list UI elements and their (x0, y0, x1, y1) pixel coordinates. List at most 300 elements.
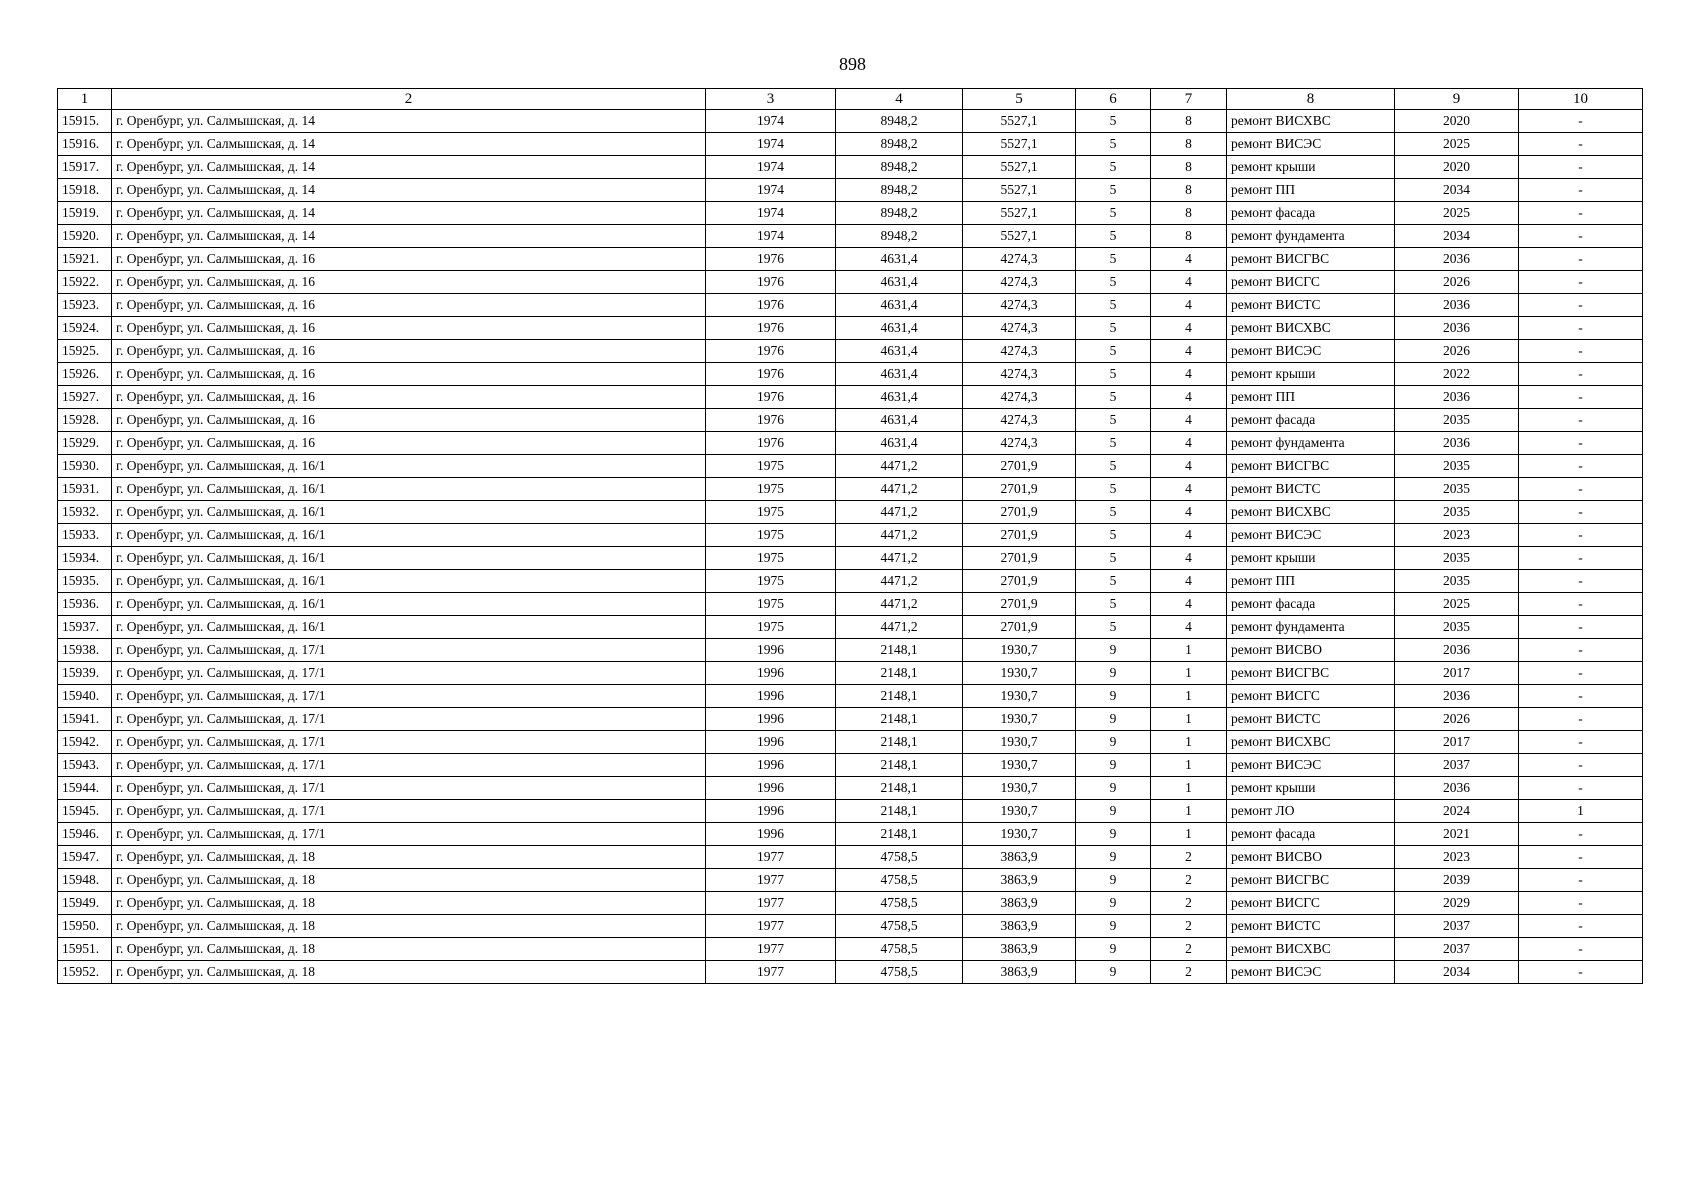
work-type-cell: ремонт ЛО (1227, 800, 1395, 823)
total-area-cell: 2148,1 (836, 800, 963, 823)
row-number-cell: 15934. (58, 547, 112, 570)
address-cell: г. Оренбург, ул. Салмышская, д. 18 (112, 869, 706, 892)
living-area-cell: 2701,9 (963, 570, 1076, 593)
floors-cell: 5 (1076, 386, 1151, 409)
year-built-cell: 1976 (706, 271, 836, 294)
column-header: 5 (963, 89, 1076, 110)
column-header: 1 (58, 89, 112, 110)
entrances-cell: 2 (1151, 869, 1227, 892)
address-cell: г. Оренбург, ул. Салмышская, д. 14 (112, 179, 706, 202)
total-area-cell: 2148,1 (836, 685, 963, 708)
total-area-cell: 4631,4 (836, 363, 963, 386)
elevator-count-cell: - (1519, 731, 1643, 754)
year-built-cell: 1977 (706, 869, 836, 892)
address-cell: г. Оренбург, ул. Салмышская, д. 14 (112, 202, 706, 225)
floors-cell: 5 (1076, 294, 1151, 317)
planned-year-cell: 2035 (1395, 501, 1519, 524)
table-row (58, 363, 1643, 386)
planned-year-cell: 2034 (1395, 225, 1519, 248)
elevator-count-cell: - (1519, 616, 1643, 639)
work-type-cell: ремонт ВИСХВС (1227, 317, 1395, 340)
living-area-cell: 1930,7 (963, 662, 1076, 685)
floors-cell: 5 (1076, 570, 1151, 593)
elevator-count-cell: - (1519, 225, 1643, 248)
address-cell: г. Оренбург, ул. Салмышская, д. 16/1 (112, 524, 706, 547)
table-row (58, 662, 1643, 685)
planned-year-cell: 2036 (1395, 386, 1519, 409)
floors-cell: 5 (1076, 225, 1151, 248)
elevator-count-cell: - (1519, 639, 1643, 662)
year-built-cell: 1996 (706, 685, 836, 708)
year-built-cell: 1975 (706, 593, 836, 616)
row-number-cell: 15920. (58, 225, 112, 248)
column-header: 8 (1227, 89, 1395, 110)
living-area-cell: 5527,1 (963, 202, 1076, 225)
work-type-cell: ремонт ВИСВО (1227, 846, 1395, 869)
work-type-cell: ремонт ПП (1227, 179, 1395, 202)
total-area-cell: 4758,5 (836, 938, 963, 961)
floors-cell: 5 (1076, 202, 1151, 225)
total-area-cell: 4471,2 (836, 455, 963, 478)
planned-year-cell: 2026 (1395, 271, 1519, 294)
entrances-cell: 8 (1151, 133, 1227, 156)
address-cell: г. Оренбург, ул. Салмышская, д. 17/1 (112, 685, 706, 708)
living-area-cell: 4274,3 (963, 271, 1076, 294)
row-number-cell: 15938. (58, 639, 112, 662)
elevator-count-cell: - (1519, 823, 1643, 846)
year-built-cell: 1975 (706, 478, 836, 501)
floors-cell: 9 (1076, 731, 1151, 754)
elevator-count-cell: - (1519, 662, 1643, 685)
planned-year-cell: 2037 (1395, 938, 1519, 961)
table-row (58, 409, 1643, 432)
living-area-cell: 2701,9 (963, 501, 1076, 524)
living-area-cell: 1930,7 (963, 823, 1076, 846)
floors-cell: 5 (1076, 110, 1151, 133)
address-cell: г. Оренбург, ул. Салмышская, д. 17/1 (112, 708, 706, 731)
elevator-count-cell: - (1519, 501, 1643, 524)
row-number-cell: 15922. (58, 271, 112, 294)
floors-cell: 9 (1076, 915, 1151, 938)
planned-year-cell: 2036 (1395, 685, 1519, 708)
table-row (58, 846, 1643, 869)
total-area-cell: 2148,1 (836, 662, 963, 685)
entrances-cell: 8 (1151, 225, 1227, 248)
living-area-cell: 4274,3 (963, 340, 1076, 363)
table-row (58, 938, 1643, 961)
work-type-cell: ремонт фасада (1227, 409, 1395, 432)
work-type-cell: ремонт ВИСХВС (1227, 938, 1395, 961)
address-cell: г. Оренбург, ул. Салмышская, д. 16 (112, 294, 706, 317)
work-type-cell: ремонт фундамента (1227, 616, 1395, 639)
work-type-cell: ремонт крыши (1227, 547, 1395, 570)
row-number-cell: 15948. (58, 869, 112, 892)
work-type-cell: ремонт ВИСТС (1227, 915, 1395, 938)
elevator-count-cell: - (1519, 202, 1643, 225)
row-number-cell: 15945. (58, 800, 112, 823)
planned-year-cell: 2035 (1395, 409, 1519, 432)
living-area-cell: 1930,7 (963, 731, 1076, 754)
work-type-cell: ремонт ВИСЭС (1227, 340, 1395, 363)
address-cell: г. Оренбург, ул. Салмышская, д. 16 (112, 432, 706, 455)
planned-year-cell: 2017 (1395, 731, 1519, 754)
floors-cell: 5 (1076, 317, 1151, 340)
elevator-count-cell: - (1519, 961, 1643, 984)
living-area-cell: 2701,9 (963, 478, 1076, 501)
floors-cell: 9 (1076, 846, 1151, 869)
living-area-cell: 5527,1 (963, 179, 1076, 202)
address-cell: г. Оренбург, ул. Салмышская, д. 17/1 (112, 754, 706, 777)
elevator-count-cell: - (1519, 179, 1643, 202)
planned-year-cell: 2025 (1395, 593, 1519, 616)
elevator-count-cell: - (1519, 547, 1643, 570)
total-area-cell: 4471,2 (836, 593, 963, 616)
year-built-cell: 1996 (706, 754, 836, 777)
address-cell: г. Оренбург, ул. Салмышская, д. 17/1 (112, 800, 706, 823)
living-area-cell: 2701,9 (963, 547, 1076, 570)
floors-cell: 5 (1076, 179, 1151, 202)
total-area-cell: 4631,4 (836, 317, 963, 340)
year-built-cell: 1996 (706, 708, 836, 731)
row-number-cell: 15950. (58, 915, 112, 938)
address-cell: г. Оренбург, ул. Салмышская, д. 17/1 (112, 662, 706, 685)
year-built-cell: 1976 (706, 248, 836, 271)
address-cell: г. Оренбург, ул. Салмышская, д. 17/1 (112, 639, 706, 662)
entrances-cell: 4 (1151, 409, 1227, 432)
floors-cell: 9 (1076, 892, 1151, 915)
row-number-cell: 15949. (58, 892, 112, 915)
table-row (58, 547, 1643, 570)
planned-year-cell: 2036 (1395, 639, 1519, 662)
year-built-cell: 1974 (706, 179, 836, 202)
year-built-cell: 1996 (706, 800, 836, 823)
table-row (58, 915, 1643, 938)
total-area-cell: 4631,4 (836, 271, 963, 294)
row-number-cell: 15947. (58, 846, 112, 869)
address-cell: г. Оренбург, ул. Салмышская, д. 16 (112, 271, 706, 294)
planned-year-cell: 2020 (1395, 110, 1519, 133)
floors-cell: 5 (1076, 455, 1151, 478)
entrances-cell: 4 (1151, 432, 1227, 455)
living-area-cell: 4274,3 (963, 432, 1076, 455)
table-row (58, 248, 1643, 271)
entrances-cell: 4 (1151, 248, 1227, 271)
table-row (58, 639, 1643, 662)
total-area-cell: 8948,2 (836, 110, 963, 133)
floors-cell: 9 (1076, 662, 1151, 685)
column-header: 3 (706, 89, 836, 110)
address-cell: г. Оренбург, ул. Салмышская, д. 16 (112, 386, 706, 409)
entrances-cell: 4 (1151, 317, 1227, 340)
elevator-count-cell: - (1519, 294, 1643, 317)
work-type-cell: ремонт фундамента (1227, 432, 1395, 455)
row-number-cell: 15937. (58, 616, 112, 639)
address-cell: г. Оренбург, ул. Салмышская, д. 17/1 (112, 823, 706, 846)
table-row (58, 501, 1643, 524)
planned-year-cell: 2017 (1395, 662, 1519, 685)
year-built-cell: 1977 (706, 915, 836, 938)
entrances-cell: 4 (1151, 547, 1227, 570)
floors-cell: 9 (1076, 708, 1151, 731)
table-row (58, 570, 1643, 593)
planned-year-cell: 2037 (1395, 754, 1519, 777)
work-type-cell: ремонт ВИСХВС (1227, 731, 1395, 754)
entrances-cell: 1 (1151, 708, 1227, 731)
total-area-cell: 8948,2 (836, 202, 963, 225)
row-number-cell: 15946. (58, 823, 112, 846)
elevator-count-cell: 1 (1519, 800, 1643, 823)
planned-year-cell: 2035 (1395, 570, 1519, 593)
table-row (58, 708, 1643, 731)
year-built-cell: 1976 (706, 317, 836, 340)
address-cell: г. Оренбург, ул. Салмышская, д. 18 (112, 938, 706, 961)
table-row (58, 593, 1643, 616)
address-cell: г. Оренбург, ул. Салмышская, д. 16 (112, 363, 706, 386)
living-area-cell: 1930,7 (963, 777, 1076, 800)
planned-year-cell: 2020 (1395, 156, 1519, 179)
year-built-cell: 1996 (706, 639, 836, 662)
living-area-cell: 4274,3 (963, 294, 1076, 317)
column-header: 2 (112, 89, 706, 110)
total-area-cell: 4758,5 (836, 961, 963, 984)
total-area-cell: 4758,5 (836, 869, 963, 892)
work-type-cell: ремонт ВИСГС (1227, 892, 1395, 915)
year-built-cell: 1975 (706, 455, 836, 478)
table-row (58, 202, 1643, 225)
work-type-cell: ремонт ВИСЭС (1227, 524, 1395, 547)
row-number-cell: 15935. (58, 570, 112, 593)
repair-schedule-table (57, 88, 1643, 984)
table-row (58, 892, 1643, 915)
year-built-cell: 1996 (706, 662, 836, 685)
total-area-cell: 8948,2 (836, 225, 963, 248)
elevator-count-cell: - (1519, 271, 1643, 294)
entrances-cell: 2 (1151, 846, 1227, 869)
table-row (58, 225, 1643, 248)
year-built-cell: 1975 (706, 570, 836, 593)
year-built-cell: 1976 (706, 294, 836, 317)
total-area-cell: 2148,1 (836, 639, 963, 662)
entrances-cell: 8 (1151, 202, 1227, 225)
total-area-cell: 4631,4 (836, 294, 963, 317)
elevator-count-cell: - (1519, 777, 1643, 800)
entrances-cell: 4 (1151, 593, 1227, 616)
work-type-cell: ремонт ВИСГС (1227, 685, 1395, 708)
work-type-cell: ремонт ВИСВО (1227, 639, 1395, 662)
total-area-cell: 4758,5 (836, 846, 963, 869)
column-header: 7 (1151, 89, 1227, 110)
work-type-cell: ремонт ВИСГВС (1227, 248, 1395, 271)
year-built-cell: 1996 (706, 823, 836, 846)
address-cell: г. Оренбург, ул. Салмышская, д. 14 (112, 133, 706, 156)
planned-year-cell: 2036 (1395, 248, 1519, 271)
work-type-cell: ремонт ВИСГВС (1227, 455, 1395, 478)
work-type-cell: ремонт ПП (1227, 570, 1395, 593)
table-row (58, 616, 1643, 639)
floors-cell: 5 (1076, 133, 1151, 156)
elevator-count-cell: - (1519, 363, 1643, 386)
total-area-cell: 4631,4 (836, 340, 963, 363)
total-area-cell: 2148,1 (836, 823, 963, 846)
row-number-cell: 15925. (58, 340, 112, 363)
entrances-cell: 4 (1151, 386, 1227, 409)
row-number-cell: 15940. (58, 685, 112, 708)
address-cell: г. Оренбург, ул. Салмышская, д. 14 (112, 225, 706, 248)
work-type-cell: ремонт крыши (1227, 777, 1395, 800)
planned-year-cell: 2035 (1395, 478, 1519, 501)
table-row (58, 340, 1643, 363)
entrances-cell: 1 (1151, 800, 1227, 823)
total-area-cell: 2148,1 (836, 754, 963, 777)
work-type-cell: ремонт ВИСТС (1227, 294, 1395, 317)
living-area-cell: 3863,9 (963, 938, 1076, 961)
work-type-cell: ремонт крыши (1227, 156, 1395, 179)
table-row (58, 961, 1643, 984)
floors-cell: 5 (1076, 547, 1151, 570)
elevator-count-cell: - (1519, 156, 1643, 179)
address-cell: г. Оренбург, ул. Салмышская, д. 18 (112, 846, 706, 869)
table-row (58, 156, 1643, 179)
elevator-count-cell: - (1519, 938, 1643, 961)
table-body (58, 110, 1643, 984)
entrances-cell: 4 (1151, 478, 1227, 501)
living-area-cell: 1930,7 (963, 800, 1076, 823)
floors-cell: 9 (1076, 869, 1151, 892)
living-area-cell: 4274,3 (963, 317, 1076, 340)
address-cell: г. Оренбург, ул. Салмышская, д. 17/1 (112, 731, 706, 754)
elevator-count-cell: - (1519, 478, 1643, 501)
planned-year-cell: 2029 (1395, 892, 1519, 915)
entrances-cell: 4 (1151, 570, 1227, 593)
table-row (58, 800, 1643, 823)
living-area-cell: 5527,1 (963, 156, 1076, 179)
planned-year-cell: 2022 (1395, 363, 1519, 386)
entrances-cell: 1 (1151, 823, 1227, 846)
work-type-cell: ремонт фасада (1227, 823, 1395, 846)
row-number-cell: 15919. (58, 202, 112, 225)
year-built-cell: 1974 (706, 202, 836, 225)
living-area-cell: 2701,9 (963, 524, 1076, 547)
entrances-cell: 8 (1151, 156, 1227, 179)
total-area-cell: 4631,4 (836, 248, 963, 271)
address-cell: г. Оренбург, ул. Салмышская, д. 16/1 (112, 478, 706, 501)
entrances-cell: 4 (1151, 340, 1227, 363)
entrances-cell: 2 (1151, 938, 1227, 961)
address-cell: г. Оренбург, ул. Салмышская, д. 16 (112, 248, 706, 271)
year-built-cell: 1977 (706, 938, 836, 961)
floors-cell: 9 (1076, 777, 1151, 800)
elevator-count-cell: - (1519, 340, 1643, 363)
row-number-cell: 15931. (58, 478, 112, 501)
row-number-cell: 15916. (58, 133, 112, 156)
table-row (58, 133, 1643, 156)
planned-year-cell: 2036 (1395, 432, 1519, 455)
year-built-cell: 1977 (706, 892, 836, 915)
table-row (58, 731, 1643, 754)
year-built-cell: 1976 (706, 432, 836, 455)
row-number-cell: 15930. (58, 455, 112, 478)
living-area-cell: 4274,3 (963, 363, 1076, 386)
table-row (58, 294, 1643, 317)
address-cell: г. Оренбург, ул. Салмышская, д. 16/1 (112, 501, 706, 524)
elevator-count-cell: - (1519, 846, 1643, 869)
elevator-count-cell: - (1519, 317, 1643, 340)
year-built-cell: 1976 (706, 340, 836, 363)
year-built-cell: 1974 (706, 110, 836, 133)
year-built-cell: 1974 (706, 133, 836, 156)
address-cell: г. Оренбург, ул. Салмышская, д. 16/1 (112, 616, 706, 639)
total-area-cell: 4471,2 (836, 501, 963, 524)
row-number-cell: 15932. (58, 501, 112, 524)
entrances-cell: 1 (1151, 662, 1227, 685)
planned-year-cell: 2026 (1395, 708, 1519, 731)
floors-cell: 9 (1076, 639, 1151, 662)
work-type-cell: ремонт ПП (1227, 386, 1395, 409)
year-built-cell: 1996 (706, 731, 836, 754)
entrances-cell: 4 (1151, 501, 1227, 524)
planned-year-cell: 2036 (1395, 317, 1519, 340)
elevator-count-cell: - (1519, 432, 1643, 455)
work-type-cell: ремонт фасада (1227, 593, 1395, 616)
row-number-cell: 15918. (58, 179, 112, 202)
address-cell: г. Оренбург, ул. Салмышская, д. 16 (112, 409, 706, 432)
floors-cell: 9 (1076, 938, 1151, 961)
floors-cell: 5 (1076, 524, 1151, 547)
table-row (58, 685, 1643, 708)
row-number-cell: 15924. (58, 317, 112, 340)
entrances-cell: 4 (1151, 455, 1227, 478)
planned-year-cell: 2025 (1395, 202, 1519, 225)
year-built-cell: 1975 (706, 524, 836, 547)
address-cell: г. Оренбург, ул. Салмышская, д. 16/1 (112, 547, 706, 570)
entrances-cell: 4 (1151, 294, 1227, 317)
elevator-count-cell: - (1519, 708, 1643, 731)
row-number-cell: 15921. (58, 248, 112, 271)
address-cell: г. Оренбург, ул. Салмышская, д. 16/1 (112, 593, 706, 616)
table-row (58, 179, 1643, 202)
total-area-cell: 8948,2 (836, 156, 963, 179)
row-number-cell: 15923. (58, 294, 112, 317)
total-area-cell: 4471,2 (836, 478, 963, 501)
address-cell: г. Оренбург, ул. Салмышская, д. 14 (112, 110, 706, 133)
address-cell: г. Оренбург, ул. Салмышская, д. 18 (112, 915, 706, 938)
entrances-cell: 8 (1151, 179, 1227, 202)
floors-cell: 9 (1076, 961, 1151, 984)
floors-cell: 9 (1076, 800, 1151, 823)
entrances-cell: 2 (1151, 892, 1227, 915)
address-cell: г. Оренбург, ул. Салмышская, д. 16 (112, 340, 706, 363)
living-area-cell: 4274,3 (963, 248, 1076, 271)
planned-year-cell: 2021 (1395, 823, 1519, 846)
table-row (58, 271, 1643, 294)
elevator-count-cell: - (1519, 754, 1643, 777)
table-row (58, 777, 1643, 800)
row-number-cell: 15929. (58, 432, 112, 455)
planned-year-cell: 2036 (1395, 777, 1519, 800)
floors-cell: 5 (1076, 156, 1151, 179)
planned-year-cell: 2039 (1395, 869, 1519, 892)
year-built-cell: 1975 (706, 547, 836, 570)
page-number: 898 (839, 54, 866, 74)
living-area-cell: 1930,7 (963, 754, 1076, 777)
elevator-count-cell: - (1519, 386, 1643, 409)
floors-cell: 9 (1076, 823, 1151, 846)
elevator-count-cell: - (1519, 685, 1643, 708)
row-number-cell: 15936. (58, 593, 112, 616)
total-area-cell: 2148,1 (836, 777, 963, 800)
living-area-cell: 4274,3 (963, 386, 1076, 409)
total-area-cell: 4631,4 (836, 409, 963, 432)
